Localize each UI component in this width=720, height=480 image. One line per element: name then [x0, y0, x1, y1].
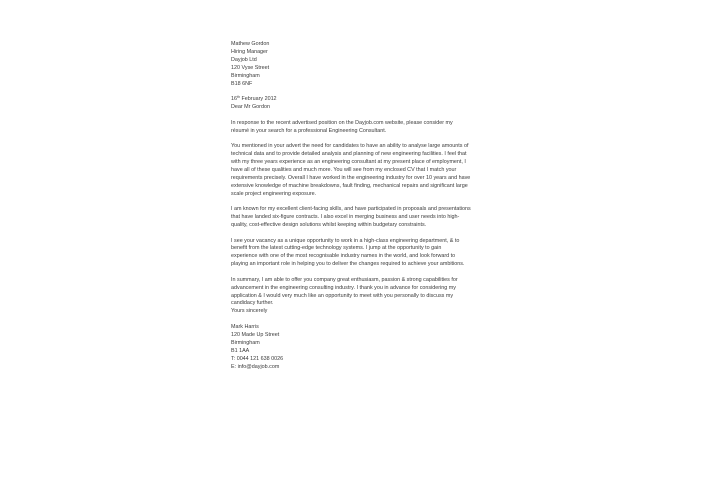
- paragraph-line: with my three years experience as an engineering consultant at my present place of employment, I: [231, 159, 466, 166]
- paragraph-line: that have landed six-figure contracts. I also excel in merging business and user needs into high-: [231, 214, 460, 221]
- recipient-address: [231, 41, 493, 88]
- paragraph-line: You mentioned in your advert the need for candidates to have an ability to analyse large amounts of: [231, 143, 469, 150]
- body-paragraph: [231, 277, 493, 309]
- date-day: 16: [231, 96, 237, 103]
- paragraph-line: technical data and to provide detailed analysis and planning of new engineering facilities. I feel that: [231, 151, 467, 158]
- paragraph-line: I am known for my excellent client-facing skills, and have participated in proposals and presentations: [231, 206, 471, 213]
- recipient-city: Birmingham: [231, 72, 260, 79]
- signoff: Yours sincerely: [231, 308, 268, 315]
- body-paragraph: [231, 206, 493, 230]
- cover-letter: [231, 41, 493, 372]
- sender-city: Birmingham: [231, 340, 260, 347]
- body-paragraph: [231, 238, 493, 270]
- recipient-street: 120 Vyse Street: [231, 64, 270, 71]
- paragraph-line: résumé in your search for a professional Engineering Consultant.: [231, 127, 387, 134]
- salutation: Dear Mr Gordon: [231, 104, 270, 111]
- paragraph-line: have all of these qualities and much more. You will see from my enclosed CV that I match your: [231, 166, 457, 173]
- sender-postcode: B1 1AA: [231, 347, 250, 354]
- paragraph-line: I see your vacancy as a unique opportunity to work in a high-class engineering department, & to: [231, 237, 460, 244]
- recipient-name: Mathew Gordon: [231, 41, 270, 47]
- paragraph-line: In response to the recent advertised position on the Dayjob.com website, please consider my: [231, 119, 453, 126]
- paragraph-line: extensive knowledge of machine breakdowns, fault finding, mechanical repairs and significant large: [231, 182, 468, 189]
- sender-street: 120 Made Up Street: [231, 332, 280, 339]
- recipient-postcode: B18 6NF: [231, 80, 253, 87]
- paragraph-line: playing an important role in helping you to deliver the changes required to achieve your ambitions.: [231, 261, 465, 268]
- recipient-title: Hiring Manager: [231, 48, 268, 55]
- paragraph-line: candidacy further.: [231, 300, 274, 307]
- paragraph-line: benefit from the latest cutting-edge technology systems. I jump at the opportunity to gain: [231, 245, 442, 252]
- sender-email: E: info@dayjob.com: [231, 363, 280, 370]
- recipient-company: Dayjob Ltd: [231, 56, 257, 63]
- date-suffix: th: [237, 95, 240, 100]
- paragraph-line: scale project engineering exposure.: [231, 190, 317, 197]
- body-paragraph: [231, 120, 493, 136]
- date-rest: February 2012: [241, 96, 277, 103]
- letter-date: [231, 96, 493, 104]
- body-paragraph: [231, 143, 493, 198]
- sender-details: [231, 324, 493, 371]
- paragraph-line: experience with one of the most recognisable industry names in the world, and look forward to: [231, 253, 456, 260]
- paragraph-line: In summary, I am able to offer you company great enthusiasm, passion & strong capabilities for: [231, 276, 458, 283]
- paragraph-line: application & I would very much like an opportunity to meet with you personally to discuss my: [231, 292, 454, 299]
- paragraph-line: requirements precisely. Overall I have worked in the engineering industry for over 10 years and have: [231, 174, 471, 181]
- paragraph-line: quality, cost-effective design solutions whilst keeping within budgetary constraints.: [231, 222, 427, 228]
- sender-name: Mark Harris: [231, 324, 259, 331]
- sender-phone: T: 0044 121 638 0026: [231, 355, 284, 362]
- paragraph-line: advancement in the engineering consulting industry. I thank you in advance for considering my: [231, 284, 456, 291]
